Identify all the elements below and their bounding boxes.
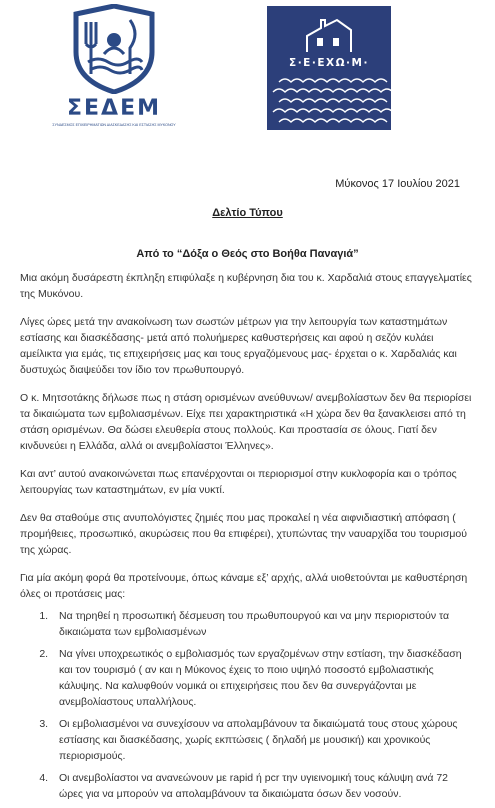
sedem-logo [44,4,184,130]
press-date: Μύκονος 17 Ιουλίου 2021 [335,178,460,190]
paragraph: Δεν θα σταθούμε στις ανυπολόγιστες ζημιές που μας προκαλεί η νέα αιφνιδιαστική απόφαση ( προμήθειες, προσωπικό, ακυρώσεις που θα επιφέρει), χτυπώντας την ναυαρχίδα του τουρισμού της χώρας. [20,512,467,556]
paragraph: Ο κ. Μητσοτάκης δήλωσε πως η στάση ορισμένων ανεύθυνων/ ανεμβολίαστων δεν θα περιορίσει τα δικαιώματα των εμβολιασμένων. Είχε πει χαρακτηριστικά «Η χώρα δεν θα ξανακλεισει από τη στάση ορισμένων. Θα δώσει ελευθερία στους πολλούς. Και προστασία σε όλους. Γιατί δεν κινδυνεύει η Ελλάδα, αλλά οι ανεμβολίαστοι Έλληνες». [20,392,472,452]
proposals-list [20,608,472,802]
paragraph: Για μία ακόμη φορά θα προτείνουμε, όπως κάναμε εξ’ αρχής, αλλά υιοθετούνται με καθυστέρηση όλες οι προτάσεις μας: [20,572,468,600]
paragraph: Και αντ’ αυτού ανακοινώνεται πως επανέρχονται οι περιορισμοί στην κυκλοφορία και ο τρόπος λειτουργίας των καταστημάτων, εν μία νυκτί. [20,468,457,496]
list-item: 4. Οι ανεμβολίαστοι να ανανεώνουν με rapid ή pcr την υγιεινομική τους κάλυψη ανά 72 ώρες για να μπορούν να απολαμβάνουν τα δικαιώματα όσων δεν νοσούν. [51,770,472,802]
list-item: 1. Να τηρηθεί η προσωπική δέσμευση του πρωθυπουργού και να μην περιοριστούν τα δικαιώματα των εμβολιασμένων [51,608,472,640]
list-item: 3. Οι εμβολιασμένοι να συνεχίσουν να απολαμβάνουν τα δικαιώματά τους στους χώρους εστίασης και διασκέδασης, χωρίς εκπτώσεις ( δηλαδή με μουσική) και χρονικούς περιορισμούς. [51,716,472,764]
document-subject: Από το “Δόξα ο Θεός στο Βοήθα Παναγιά” [136,248,359,260]
paragraph: Μια ακόμη δυσάρεστη έκπληξη επιφύλαξε η κυβέρνηση δια του κ. Χαρδαλιά στους επαγγελματίες της Μυκόνου. [20,272,472,300]
seexom-brand-text: Σ·Ε·ΕΧΩ·Μ· [289,57,369,69]
sedem-brand-text: ΣΕΔΕΜ [66,96,161,121]
seexom-logo [267,6,391,130]
paragraph: Λίγες ώρες μετά την ανακοίνωση των σωστών μέτρων για την λειτουργία των καταστημάτων εστίασης και διασκέδασης- μετά από πολυήμερες καθυστερήσεις και αφού η σεζόν κυλάει αμείλικτα για εμάς, τις επιχειρήσεις μας και τους εργαζόμενους μας- έρχεται ο κ. Χαρδαλιάς και δυστυχώς διαψεύδει τον ίδιο τον πρωθυπουργό. [20,316,457,376]
sedem-subtitle: ΣΥΝΔΕΣΜΟΣ ΕΠΙΧΕΙΡΗΜΑΤΙΩΝ ΔΙΑΣΚΕΔΑΣΗΣ ΚΑΙ ΕΣΤΙΑΣΗΣ ΜΥΚΟΝΟΥ [52,123,176,127]
list-item: 2. Να γίνει υποχρεωτικός ο εμβολιασμός των εργαζομένων στην εστίαση, την διασκέδαση και τον τουρισμό ( αν και η Μύκονος έχεις το ποιο υψηλό ποσοστό εμβολιαστικής κάλυψης. Να καλυφθούν νομικά οι επιχειρήσεις που δεν θα συνεργάζονται με ανεμβολίαστους υπαλλήλους. [51,646,472,710]
document-title: Δελτίο Τύπου [212,207,283,219]
press-body [20,270,472,808]
sedem-emblem-icon [72,4,156,94]
